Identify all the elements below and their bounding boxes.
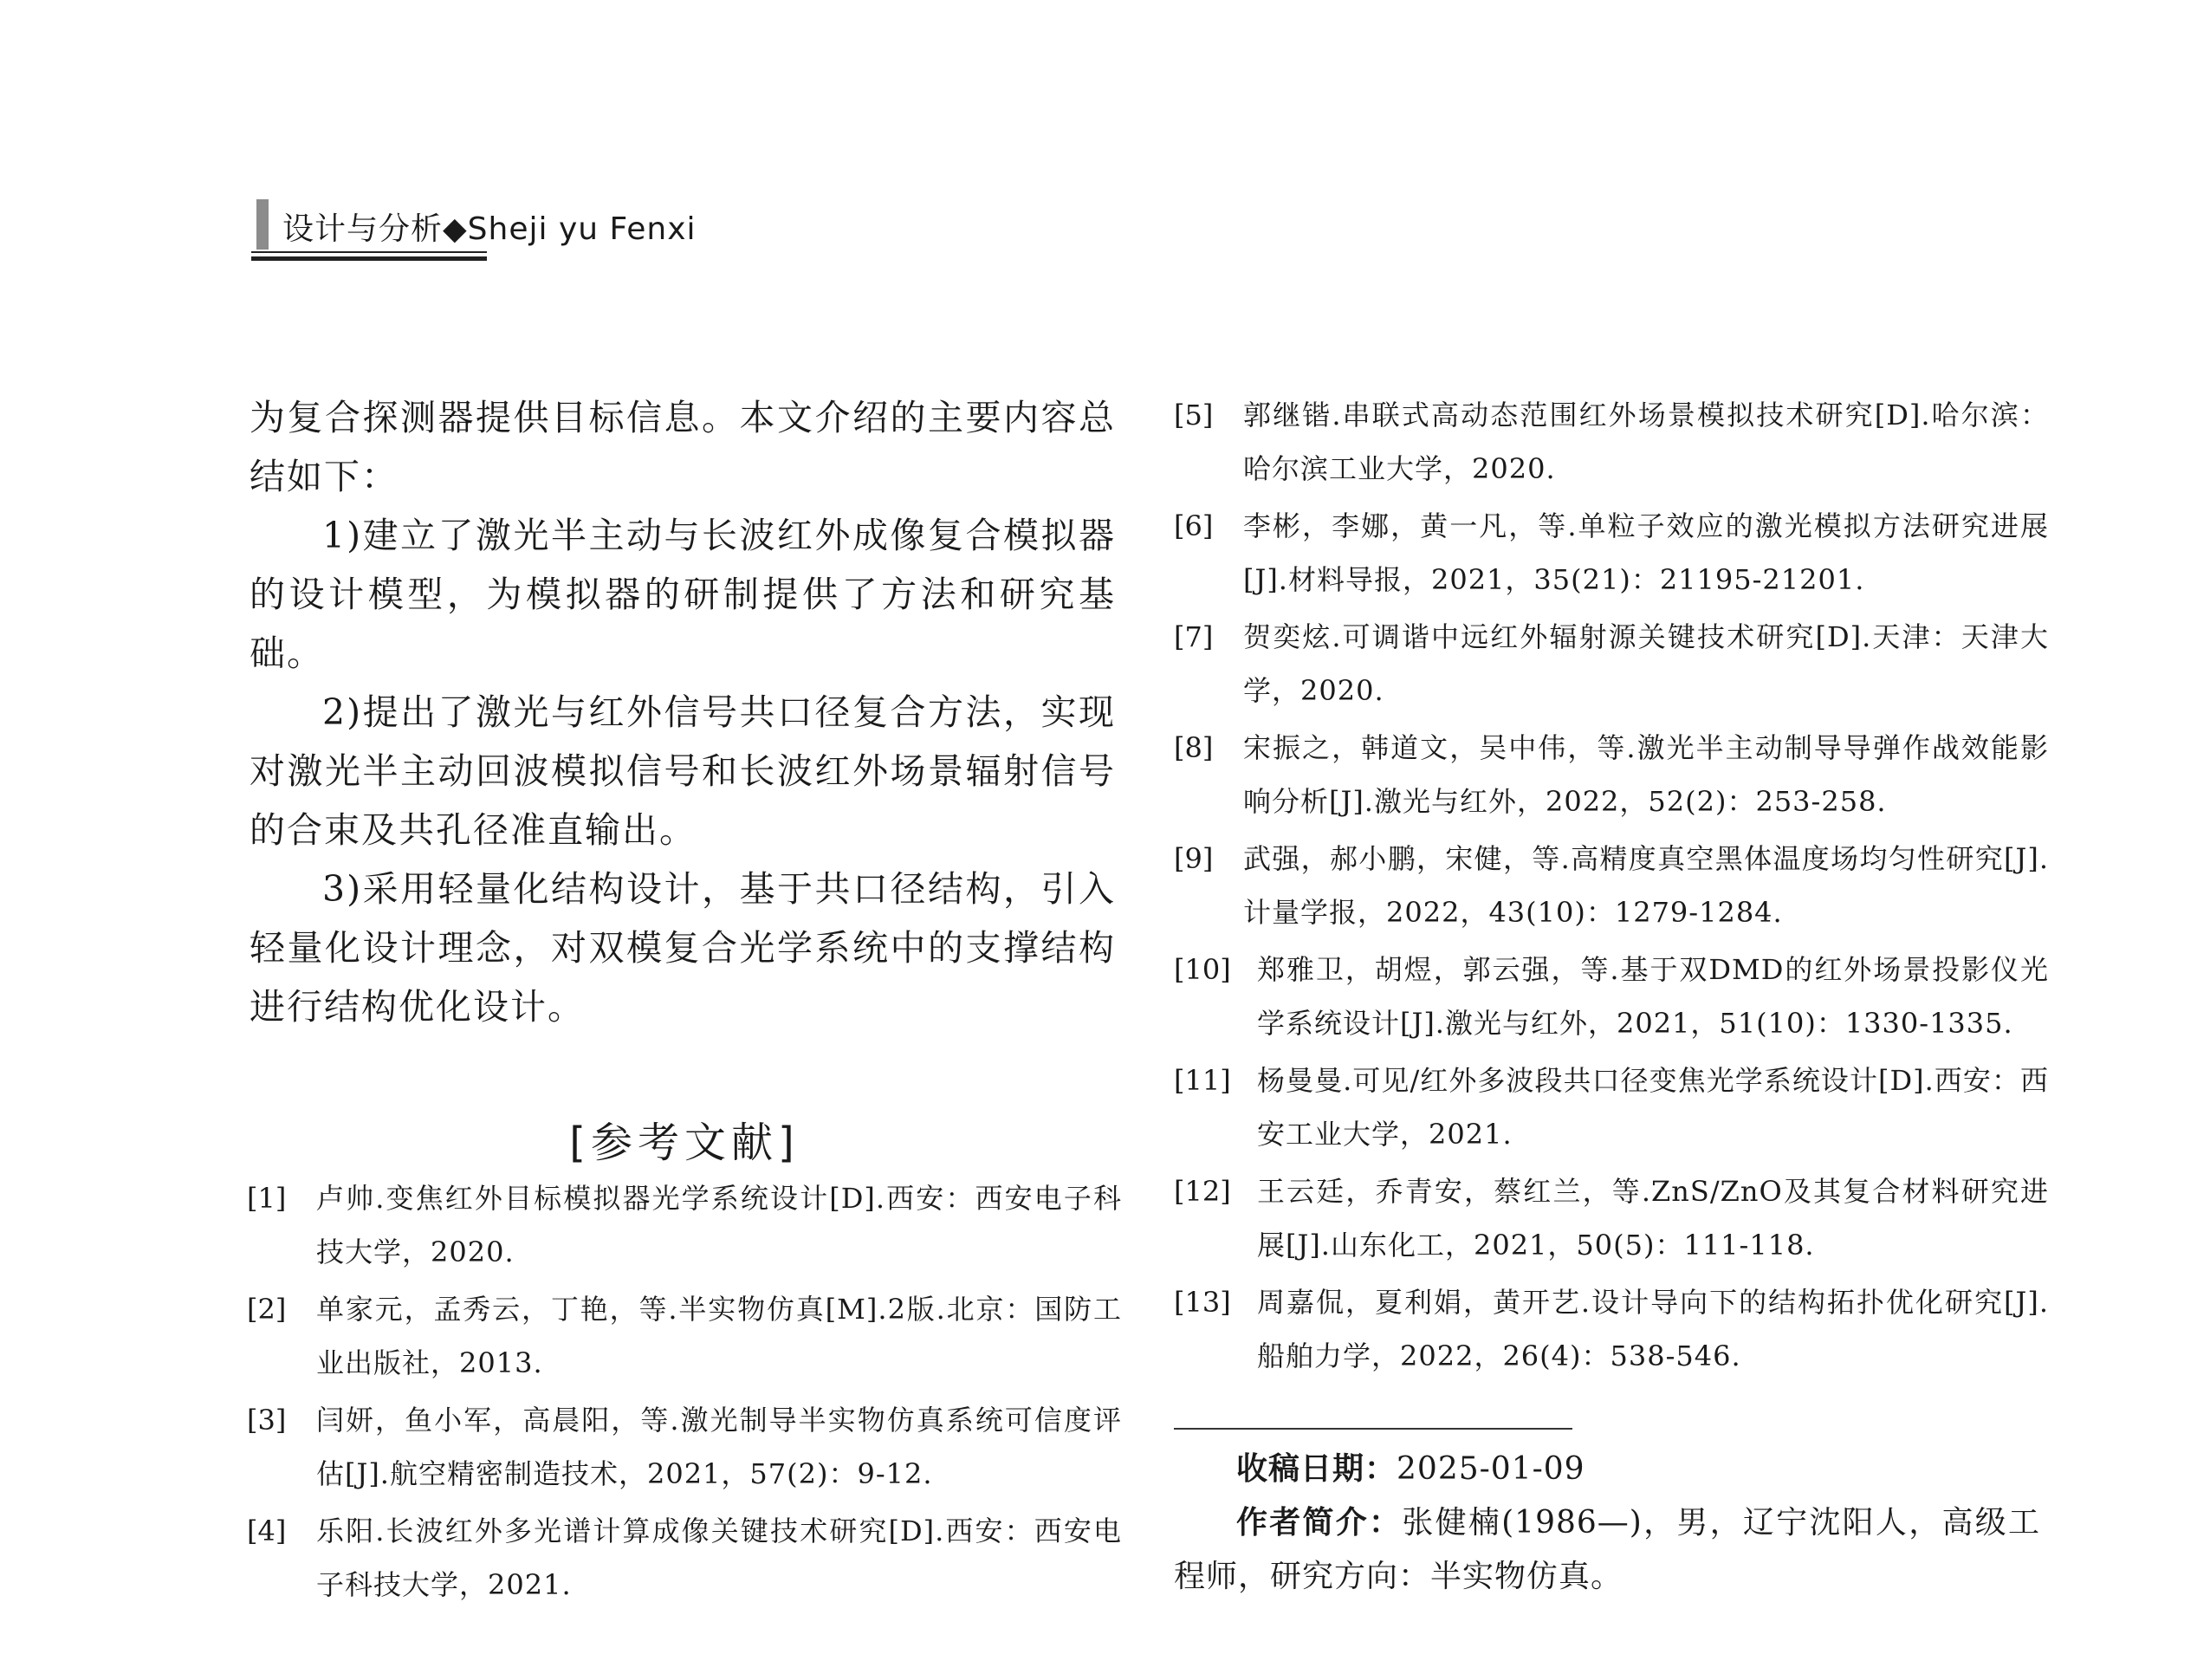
reference-item — [1174, 721, 2049, 828]
reference-number: [4] — [247, 1515, 287, 1547]
reference-number: [6] — [1174, 509, 1214, 542]
received-date-label: 收稿日期： — [1236, 1451, 1397, 1487]
reference-number: [8] — [1174, 731, 1214, 764]
reference-text: 贺奕炫.可调谐中远红外辐射源关键技术研究[D].天津：天津大学，2020. — [1243, 620, 2049, 707]
reference-item — [1174, 832, 2049, 939]
reference-number: [7] — [1174, 620, 1214, 653]
author-label: 作者简介： — [1236, 1505, 1403, 1541]
reference-text: 宋振之，韩道文，吴中伟，等.激光半主动制导导弹作战效能影响分析[J].激光与红外，2022，52(2)：253-258. — [1243, 731, 2049, 818]
received-date-value: 2025-01-09 — [1397, 1451, 1585, 1487]
reference-text: 李彬，李娜，黄一凡，等.单粒子效应的激光模拟方法研究进展[J].材料导报，2021，35(21)：21195-21201. — [1243, 509, 2049, 596]
reference-number: [9] — [1174, 842, 1214, 875]
reference-item — [1174, 1275, 2049, 1383]
author-note — [1174, 1496, 2040, 1604]
reference-number: [10] — [1174, 953, 1231, 986]
reference-text: 王云廷，乔青安，蔡红兰，等.ZnS/ZnO及其复合材料研究进展[J].山东化工，2021，50(5)：111-118. — [1257, 1175, 2049, 1262]
header-rule-thin — [251, 251, 487, 253]
references-heading: [参考文献] — [569, 1119, 800, 1167]
body-column — [250, 388, 1116, 1036]
reference-item — [247, 1171, 1122, 1279]
body-paragraph: 为复合探测器提供目标信息。本文介绍的主要内容总结如下： — [250, 397, 1116, 497]
received-date-note — [1174, 1443, 2040, 1496]
body-paragraph: 1)建立了激光半主动与长波红外成像复合模拟器的设计模型，为模拟器的研制提供了方法和研究基础。 — [250, 515, 1116, 674]
references-list-left — [247, 1171, 1122, 1615]
reference-item — [1174, 1164, 2049, 1272]
author-value: 张健楠(1986—)，男，辽宁沈阳人，高级工程师，研究方向：半实物仿真。 — [1174, 1505, 2040, 1594]
reference-text: 武强，郝小鹏，宋健，等.高精度真空黑体温度场均匀性研究[J].计量学报，2022，43(10)：1279-1284. — [1243, 842, 2049, 929]
reference-item — [1174, 1054, 2049, 1161]
header-rule-thick — [251, 256, 487, 261]
reference-number: [1] — [247, 1182, 287, 1215]
article-notes — [1174, 1443, 2040, 1604]
reference-item — [1174, 388, 2049, 496]
reference-number: [12] — [1174, 1175, 1231, 1208]
reference-text: 闫妍，鱼小军，高晨阳，等.激光制导半实物仿真系统可信度评估[J].航空精密制造技术，2021，57(2)：9-12. — [316, 1404, 1122, 1490]
header-marker-bar — [256, 199, 269, 250]
reference-text: 郑雅卫，胡煜，郭云强，等.基于双DMD的红外场景投影仪光学系统设计[J].激光与红外，2021，51(10)：1330-1335. — [1257, 953, 2049, 1040]
reference-text: 卢帅.变焦红外目标模拟器光学系统设计[D].西安：西安电子科技大学，2020. — [316, 1182, 1122, 1268]
reference-item — [247, 1504, 1122, 1612]
reference-item — [1174, 943, 2049, 1050]
footnote-rule — [1174, 1428, 1572, 1430]
reference-text: 周嘉侃，夏利娟，黄开艺.设计导向下的结构拓扑优化研究[J].船舶力学，2022，26(4)：538-546. — [1257, 1286, 2049, 1372]
reference-text: 郭继锴.串联式高动态范围红外场景模拟技术研究[D].哈尔滨：哈尔滨工业大学，2020. — [1243, 399, 2049, 485]
reference-item — [1174, 499, 2049, 606]
reference-number: [11] — [1174, 1064, 1231, 1097]
body-paragraph: 3)采用轻量化结构设计，基于共口径结构，引入轻量化设计理念，对双模复合光学系统中的支撑结构进行结构优化设计。 — [250, 868, 1116, 1028]
reference-text: 乐阳.长波红外多光谱计算成像关键技术研究[D].西安：西安电子科技大学，2021. — [316, 1515, 1122, 1601]
references-list-right — [1174, 388, 2049, 1386]
running-header — [251, 199, 697, 260]
body-paragraph: 2)提出了激光与红外信号共口径复合方法，实现对激光半主动回波模拟信号和长波红外场景辐射信号的合束及共孔径准直输出。 — [250, 691, 1116, 851]
reference-number: [5] — [1174, 399, 1214, 431]
reference-item — [247, 1282, 1122, 1390]
running-title: 设计与分析◆Sheji yu Fenxi — [282, 211, 697, 247]
reference-item — [1174, 610, 2049, 717]
reference-number: [13] — [1174, 1286, 1231, 1319]
reference-item — [247, 1393, 1122, 1501]
reference-number: [3] — [247, 1404, 287, 1437]
reference-text: 杨曼曼.可见/红外多波段共口径变焦光学系统设计[D].西安：西安工业大学，2021. — [1257, 1064, 2049, 1151]
reference-number: [2] — [247, 1293, 287, 1326]
reference-text: 单家元，孟秀云，丁艳，等.半实物仿真[M].2版.北京：国防工业出版社，2013. — [316, 1293, 1122, 1379]
